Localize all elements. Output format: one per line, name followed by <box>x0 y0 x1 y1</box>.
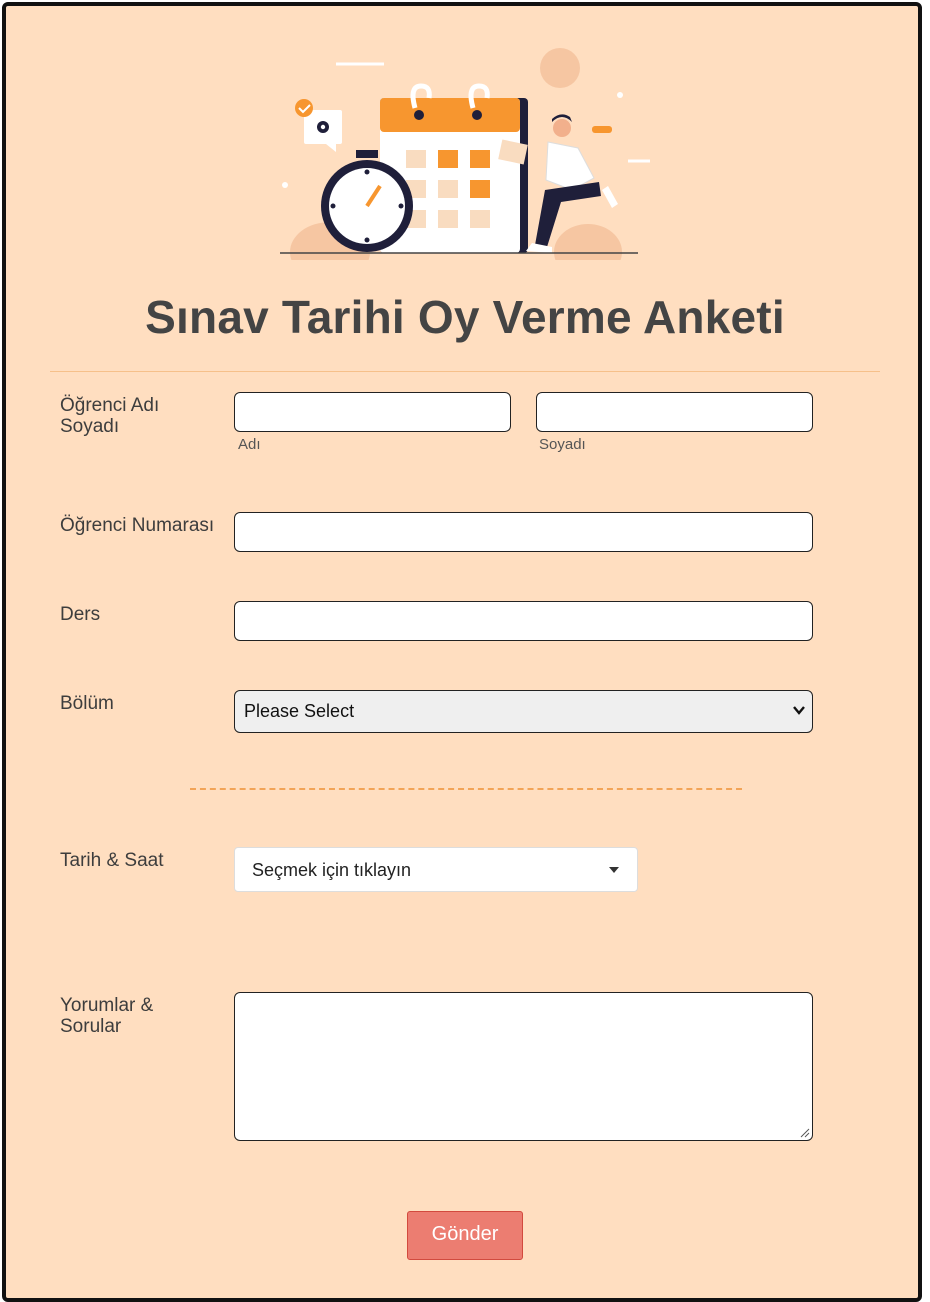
course-input[interactable] <box>234 601 813 641</box>
form-title: Sınav Tarihi Oy Verme Anketi <box>145 291 785 343</box>
first-name-sublabel: Adı <box>238 436 261 453</box>
datetime-label: Tarih & Saat <box>60 850 164 871</box>
title-divider <box>50 371 880 372</box>
student-number-label: Öğrenci Numarası <box>60 515 215 536</box>
last-name-sublabel: Soyadı <box>539 436 586 453</box>
calendar-illustration <box>270 40 650 260</box>
department-label: Bölüm <box>60 693 114 714</box>
comments-textarea[interactable] <box>234 992 813 1141</box>
name-label: Öğrenci Adı Soyadı <box>60 395 160 437</box>
comments-label: Yorumlar & Sorular <box>60 995 154 1037</box>
first-name-input[interactable] <box>234 392 511 432</box>
chevron-down-icon <box>792 703 806 717</box>
last-name-input[interactable] <box>536 392 813 432</box>
caret-down-icon <box>609 867 619 873</box>
section-divider <box>190 788 742 790</box>
student-number-input[interactable] <box>234 512 813 552</box>
course-label: Ders <box>60 604 101 625</box>
datetime-picker[interactable] <box>234 847 638 892</box>
resize-handle-icon[interactable] <box>800 1128 810 1138</box>
department-select[interactable] <box>234 690 813 733</box>
datetime-placeholder: Seçmek için tıklayın <box>252 860 412 880</box>
department-selected-value: Please Select <box>244 701 355 721</box>
submit-button[interactable]: Gönder <box>407 1211 523 1260</box>
